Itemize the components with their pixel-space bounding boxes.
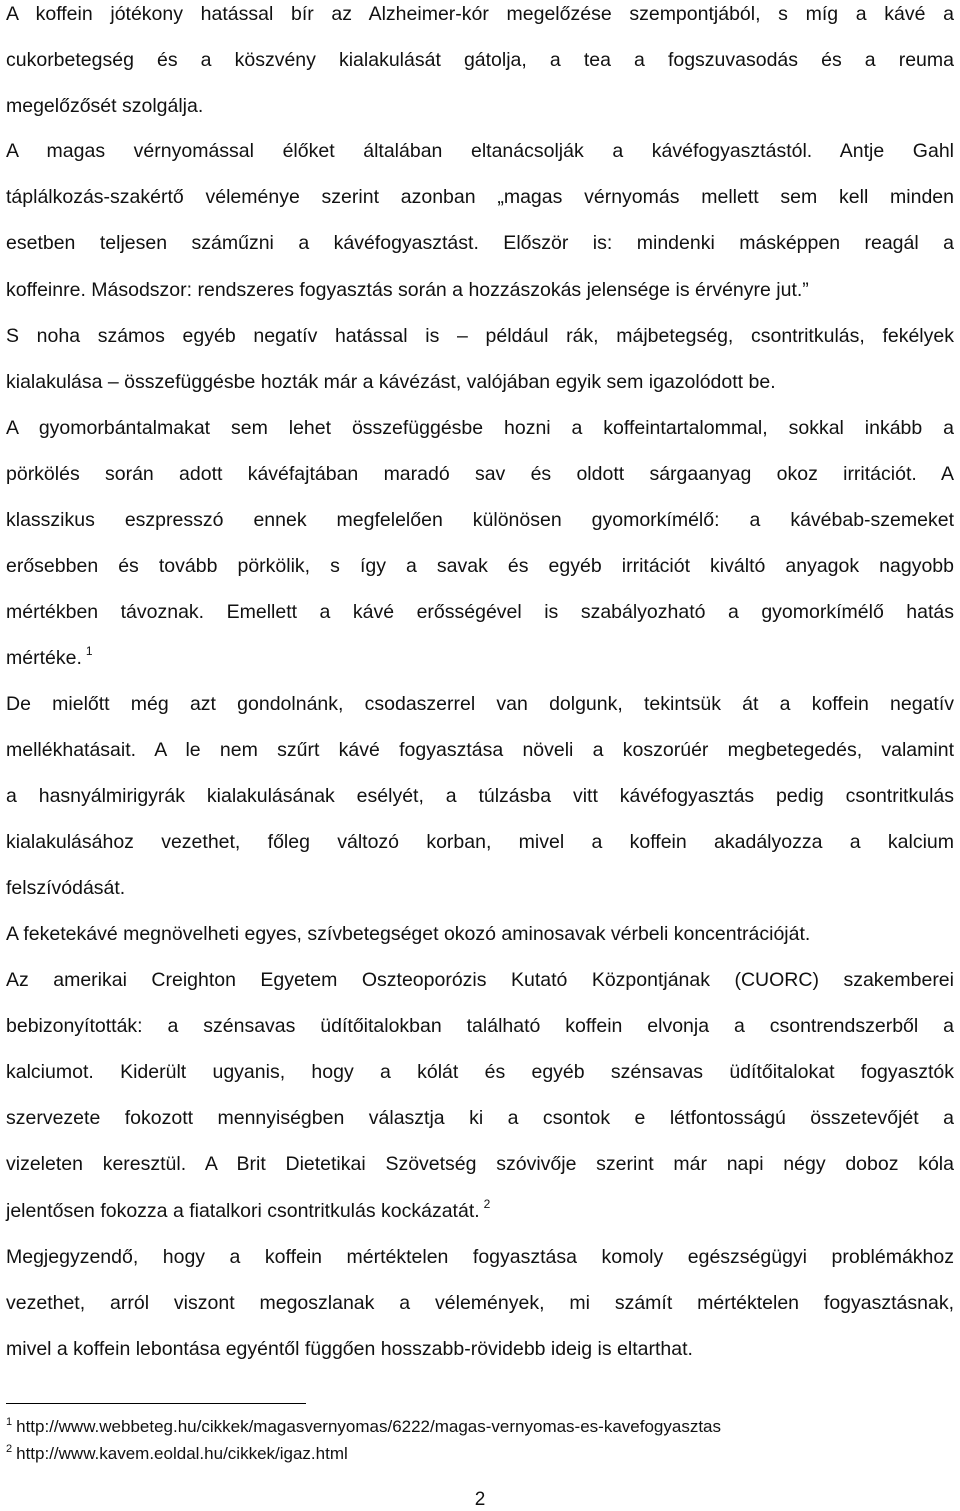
footnote-link[interactable]: http://www.kavem.eoldal.hu/cikkek/igaz.html	[16, 1444, 348, 1463]
body-text-line: vizeleten keresztül. A Brit Dietetikai Szövetség szóvivője szerint már napi négy doboz kóla	[6, 1153, 954, 1175]
body-text-line: felszívódását.	[6, 877, 126, 899]
footnote-number: 2	[6, 1443, 13, 1455]
footnote	[6, 1444, 348, 1464]
body-text-line: Megjegyzendő, hogy a koffein mértéktelen fogyasztása komoly egészségügyi problémákhoz	[6, 1246, 954, 1268]
body-text-line: táplálkozás-szakértő véleménye szerint azonban „magas vérnyomás mellett sem kell minden	[6, 186, 954, 208]
body-text-line: A koffein jótékony hatással bír az Alzheimer-kór megelőzése szempontjából, s míg a kávé a	[6, 3, 954, 25]
body-text-line: megelőzősét szolgálja.	[6, 95, 204, 117]
body-text-line: vezethet, arról viszont megoszlanak a vélemények, mi számít mértéktelen fogyasztásnak,	[6, 1292, 954, 1314]
body-text: jelentősen fokozza a fiatalkori csontritkulás kockázatát.	[6, 1200, 480, 1222]
body-text-line: Az amerikai Creighton Egyetem Oszteoporózis Kutató Központjának (CUORC) szakemberei	[6, 969, 954, 991]
body-text-line: klasszikus eszpresszó ennek megfelelően különösen gyomorkímélő: a kávébab-szemeket	[6, 509, 954, 531]
body-text-line: erősebben és tovább pörkölik, s így a savak és egyéb irritációt kiváltó anyagok nagyobb	[6, 555, 954, 577]
body-text-line: szervezete fokozott mennyiségben választja ki a csontok e létfontosságú összetevőjét a	[6, 1107, 954, 1129]
body-text-line: A feketekávé megnövelheti egyes, szívbetegséget okozó aminosavak vérbeli koncentrációját.	[6, 923, 811, 945]
body-text-line: A gyomorbántalmakat sem lehet összefüggésbe hozni a koffeintartalommal, sokkal inkább a	[6, 417, 954, 439]
footnote-number: 1	[6, 1416, 13, 1428]
body-text-line: kialakulásához vezethet, főleg változó korban, mivel a koffein akadályozza a kalcium	[6, 831, 954, 853]
footnote-ref[interactable]: 2	[483, 1197, 491, 1211]
body-text-line: mivel a koffein lebontása egyéntől függően hosszabb-rövidebb ideig is eltarthat.	[6, 1338, 693, 1360]
footnote-link[interactable]: http://www.webbeteg.hu/cikkek/magasvernyomas/6222/magas-vernyomas-es-kavefogyasztas	[16, 1417, 722, 1436]
footnote-separator	[6, 1403, 306, 1404]
body-text-line: koffeinre. Másodszor: rendszeres fogyasztás során a hozzászokás jelensége is érvényre jut.”	[6, 279, 809, 301]
footnote-ref[interactable]: 1	[85, 644, 93, 658]
body-text-line: kalciumot. Kiderült ugyanis, hogy a kólát és egyéb szénsavas üdítőitalokat fogyasztók	[6, 1061, 954, 1083]
body-text-line: De mielőtt még azt gondolnánk, csodaszerrel van dolgunk, tekintsük át a koffein negatív	[6, 693, 954, 715]
body-text-line: esetben teljesen száműzni a kávéfogyasztást. Először is: mindenki másképpen reagál a	[6, 232, 954, 254]
body-text-line: mértékben távoznak. Emellett a kávé erősségével is szabályozható a gyomorkímélő hatás	[6, 601, 954, 623]
footnote	[6, 1417, 721, 1437]
body-text-line: S noha számos egyéb negatív hatással is – például rák, májbetegség, csontritkulás, fekélyek	[6, 325, 954, 347]
body-text-line	[6, 1198, 954, 1224]
page-number: 2	[474, 1489, 486, 1510]
body-text: mértéke.	[6, 647, 82, 669]
body-text-line: bebizonyították: a szénsavas üdítőitalokban található koffein elvonja a csontrendszerből a	[6, 1015, 954, 1037]
body-text-line: a hasnyálmirigyrák kialakulásának esélyét, a túlzásba vitt kávéfogyasztás pedig csontritkulás	[6, 785, 954, 807]
body-text-line: cukorbetegség és a köszvény kialakulását gátolja, a tea a fogszuvasodás és a reuma	[6, 49, 954, 71]
body-text-line: pörkölés során adott kávéfajtában maradó sav és oldott sárgaanyag okoz irritációt. A	[6, 463, 954, 485]
body-text-line: mellékhatásait. A le nem szűrt kávé fogyasztása növeli a koszorúér megbetegedés, valamint	[6, 739, 954, 761]
body-text-line	[6, 645, 954, 671]
body-text-line: A magas vérnyomással élőket általában eltanácsolják a kávéfogyasztástól. Antje Gahl	[6, 140, 954, 162]
body-text-line: kialakulása – összefüggésbe hozták már a kávézást, valójában egyik sem igazolódott be.	[6, 371, 776, 393]
